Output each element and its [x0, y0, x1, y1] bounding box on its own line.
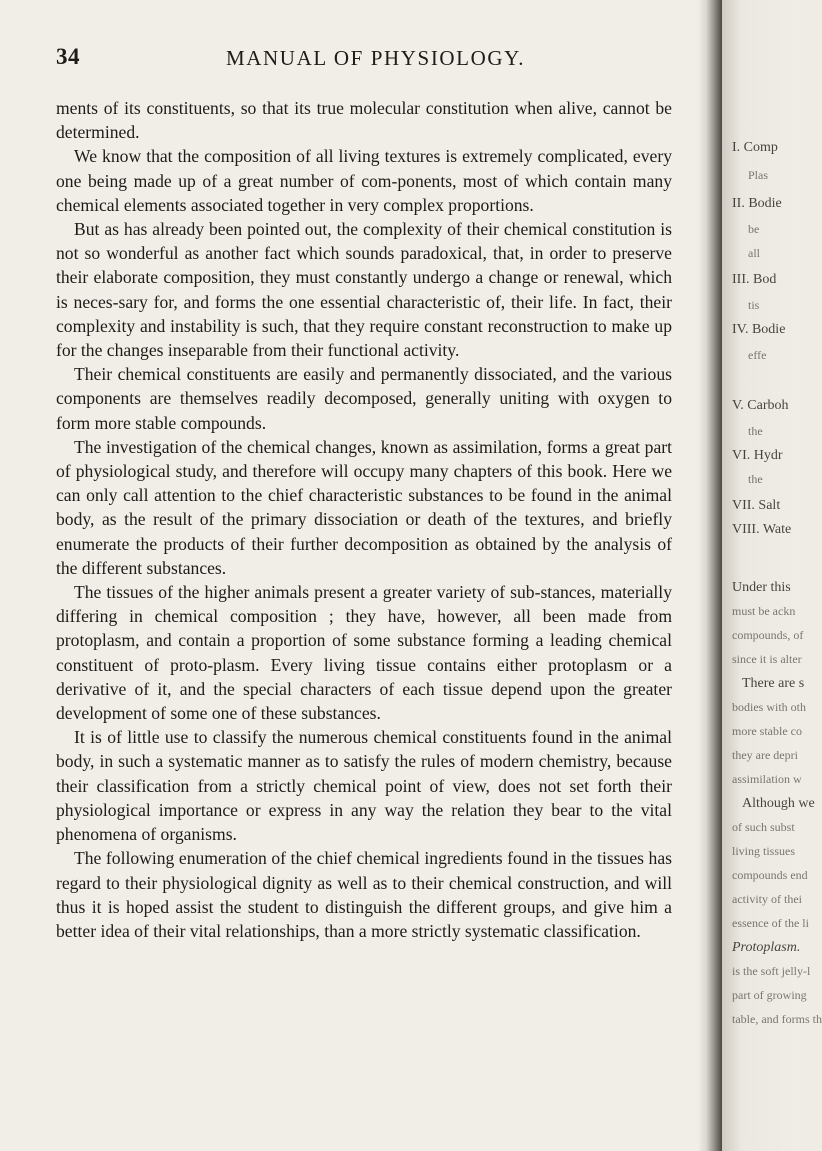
facing-line: assimilation w — [732, 772, 802, 786]
facing-line: VII. Salt — [732, 498, 781, 513]
facing-line: Although we — [742, 796, 815, 811]
facing-line: V. Carboh — [732, 398, 789, 413]
facing-line: III. Bod — [732, 272, 777, 287]
facing-line: of such subst — [732, 820, 795, 834]
paragraph-6: The tissues of the higher animals present a greater variety of sub-stances, materially differing in chemical composition ; they have, however, all been made from protoplasm, and contain a proportion of some substance forming a leading chemical constituent of proto-plasm. Every living tissue contains either protoplasm or a derivative of it, and the special characters of each tissue depend upon the greater development of some one of these substances. — [56, 582, 672, 724]
facing-line: Plas — [748, 168, 769, 182]
facing-line: essence of the li — [732, 916, 809, 930]
facing-line: VI. Hydr — [732, 448, 783, 463]
facing-line: must be ackn — [732, 604, 796, 618]
facing-line: part of growing — [732, 988, 807, 1002]
facing-line: VIII. Wate — [732, 522, 792, 537]
facing-line: all — [748, 246, 760, 260]
facing-line: activity of thei — [732, 892, 802, 906]
page-header — [56, 44, 676, 74]
running-head: MANUAL OF PHYSIOLOGY. — [226, 46, 526, 70]
facing-line: the — [748, 472, 763, 486]
book-spine-shadow — [698, 0, 722, 1151]
facing-line: table, and forms th — [732, 1012, 822, 1026]
paragraph-8: The following enumeration of the chief chemical ingredients found in the tissues has regard to their physiological dignity as well as to their chemical construction, and will thus it is hoped assist the student to distinguish the different groups, and give him a better idea of their vital relationships, than a more strictly systematic classification. — [56, 848, 672, 941]
paragraph-7: It is of little use to classify the numerous chemical constituents found in the animal body, in such a systematic manner as to satisfy the rules of modern chemistry, because their classification from a strictly chemical point of view, does not set forth their physiological importance or express in any way the relation they bear to the vital phenomena of organisms. — [56, 727, 672, 845]
paragraph-4: Their chemical constituents are easily and permanently dissociated, and the various components are themselves readily decomposed, generally uniting with oxygen to form more stable compounds. — [56, 364, 672, 433]
facing-line: I. Comp — [732, 140, 778, 155]
facing-line: IV. Bodie — [732, 322, 786, 337]
facing-page-edge — [722, 0, 822, 1151]
page-number: 34 — [56, 44, 80, 69]
facing-line: living tissues — [732, 844, 796, 858]
facing-line: bodies with oth — [732, 700, 806, 714]
paragraph-1: ments of its constituents, so that its true molecular constitution when alive, cannot be determined. — [56, 98, 672, 143]
facing-line: Protoplasm. — [732, 940, 801, 955]
facing-line: compounds end — [732, 868, 808, 882]
facing-line: since it is alter — [732, 652, 802, 666]
facing-line: is the soft jelly-l — [732, 964, 811, 978]
paragraph-3: But as has already been pointed out, the complexity of their chemical constitution is not so wonderful as another fact which sounds paradoxical, that, in order to preserve their elaborate composition, they must constantly undergo a change or renewal, which is neces-sary for, and forms the one essential characteristic of, their life. In fact, their complexity and instability is such, that they require constant reconstruction to make up for the changes inseparable from their functional activity. — [56, 219, 672, 361]
facing-line: Under this — [732, 580, 791, 595]
facing-line: they are depri — [732, 748, 798, 762]
facing-line: II. Bodie — [732, 196, 782, 211]
facing-line: be — [748, 222, 760, 236]
facing-line: tis — [748, 298, 760, 312]
paragraph-5: The investigation of the chemical changes, known as assimilation, forms a great part of physiological study, and therefore will occupy many chapters of this book. Here we can only call attention to the chief characteristic substances to be found in the animal body, as the result of the primary dissociation or death of the textures, and briefly enumerate the products of their further decomposition as obtained by the analysis of the different substances. — [56, 436, 672, 578]
facing-line: compounds, of — [732, 628, 804, 642]
facing-line: There are s — [742, 676, 805, 691]
facing-line: more stable co — [732, 724, 802, 738]
paragraph-2: We know that the composition of all living textures is extremely complicated, every one being made up of a great number of com-ponents, most of which contain many chemical elements associated together in very complex proportions. — [56, 146, 672, 215]
body-text — [56, 96, 672, 943]
facing-line: effe — [748, 348, 767, 362]
facing-line: the — [748, 424, 763, 438]
